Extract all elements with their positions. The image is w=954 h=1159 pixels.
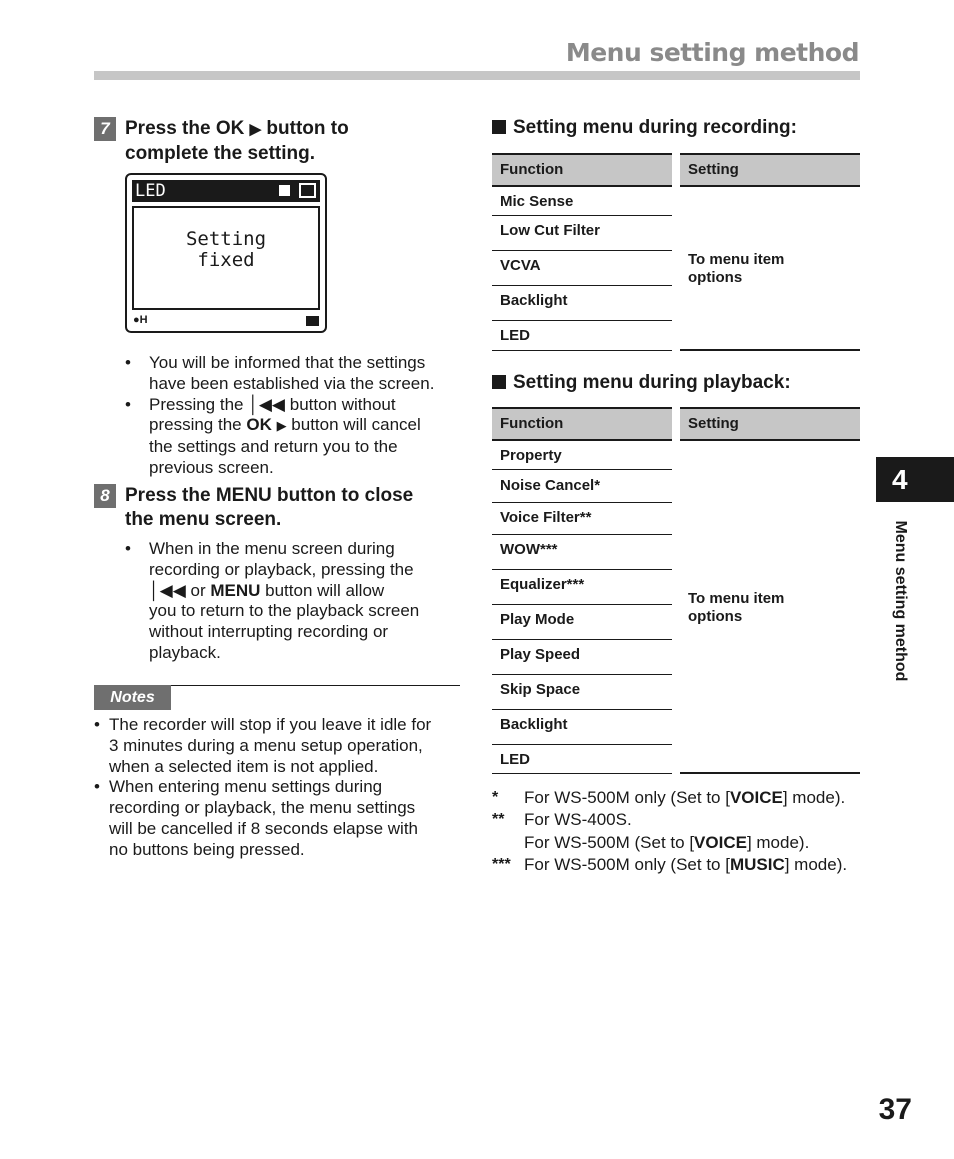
step-number: 8: [94, 484, 116, 508]
mic-icon: ●: [133, 314, 140, 326]
notes-tag: Notes: [94, 685, 171, 710]
folder-icon: [306, 316, 319, 326]
play-triangle-icon: ▶: [276, 418, 287, 434]
list-item: • When entering menu settings during recording or playback, the menu settings will be cancelled if 8 seconds elapse with no buttons being pressed.: [94, 777, 419, 859]
table-row: Play Mode: [492, 605, 672, 640]
lcd-title-bar: [132, 180, 320, 202]
lcd-message-line1: Setting: [185, 228, 267, 250]
footnote-mark: **: [492, 811, 505, 828]
list-item: • The recorder will stop if you leave it idle for 3 minutes during a menu setup operation, when a selected item is not applied.: [94, 715, 432, 776]
page-title: Menu setting method: [565, 38, 859, 67]
footnote-2-line2: For WS-500M (Set to [VOICE] mode).: [524, 833, 810, 852]
table-row: VCVA: [492, 251, 672, 286]
footnote-2-line1: For WS-400S.: [524, 810, 632, 829]
menu-label: MENU: [215, 485, 272, 506]
skip-back-icon: │◀◀: [149, 580, 186, 600]
table-row: Voice Filter**: [492, 503, 672, 535]
footnote-mark: ***: [492, 856, 511, 873]
lcd-display: [125, 173, 327, 333]
table-row: LED: [492, 321, 672, 351]
ok-label: OK: [215, 118, 245, 139]
play-triangle-icon: ▶: [249, 121, 262, 138]
table-row: Low Cut Filter: [492, 216, 672, 251]
square-bullet-icon: [492, 120, 506, 134]
notes-list: [94, 715, 464, 861]
page-number: 37: [878, 1093, 912, 1126]
table-row: Equalizer***: [492, 570, 672, 605]
mic-sense-indicator: ●H: [133, 314, 148, 326]
table-row: Backlight: [492, 710, 672, 745]
lcd-screen: [132, 206, 320, 310]
table-row: LED: [492, 745, 672, 774]
square-bullet-icon: [492, 375, 506, 389]
table-row: Skip Space: [492, 675, 672, 710]
step-7: [94, 117, 459, 167]
list-item: • Pressing the │◀◀ button without pressing the OK ▶ button will cancel the settings and return you to the previous screen.: [125, 394, 421, 477]
recording-col-setting: Setting: [680, 153, 860, 187]
skip-back-icon: │◀◀: [248, 394, 286, 414]
lcd-bar-label: LED: [135, 181, 166, 201]
step-8: [94, 484, 459, 534]
recording-setting-text: To menu item options: [688, 251, 785, 286]
playback-setting-text: To menu item options: [688, 590, 785, 625]
chapter-tab: 4: [876, 457, 954, 502]
step-8-bullets: [125, 539, 465, 664]
table-row: WOW***: [492, 535, 672, 570]
step-7-bullets: [125, 353, 465, 479]
footnote-1: For WS-500M only (Set to [VOICE] mode).: [524, 788, 846, 807]
square-icon: [279, 185, 290, 196]
step-8-text: Press the MENU button to close the menu screen.: [125, 485, 414, 530]
recording-col-function: Function: [492, 153, 672, 187]
recording-heading: Setting menu during recording:: [492, 117, 797, 139]
playback-col-function: Function: [492, 407, 672, 441]
step-7-text: Press the OK ▶ button to complete the setting.: [125, 118, 349, 164]
playback-heading: Setting menu during playback:: [492, 372, 791, 394]
lcd-message-line2: fixed: [197, 249, 255, 271]
playback-col-setting: Setting: [680, 407, 860, 441]
table-row: Noise Cancel*: [492, 470, 672, 503]
table-row: Play Speed: [492, 640, 672, 675]
header-rule: [94, 71, 860, 80]
footnote-3: For WS-500M only (Set to [MUSIC] mode).: [524, 855, 848, 874]
battery-icon: [299, 183, 316, 198]
table-row: Mic Sense: [492, 187, 672, 216]
table-row: Backlight: [492, 286, 672, 321]
list-item: • When in the menu screen during recording or playback, pressing the │◀◀ or MENU button will allow you to return to the playback screen without interrupting recording or playback.: [125, 539, 420, 662]
step-number: 7: [94, 117, 116, 141]
chapter-tab-label: Menu setting method: [892, 520, 909, 682]
table-row: Property: [492, 441, 672, 470]
list-item: • You will be informed that the settings have been established via the screen.: [125, 353, 435, 393]
footnote-mark: *: [492, 789, 499, 806]
